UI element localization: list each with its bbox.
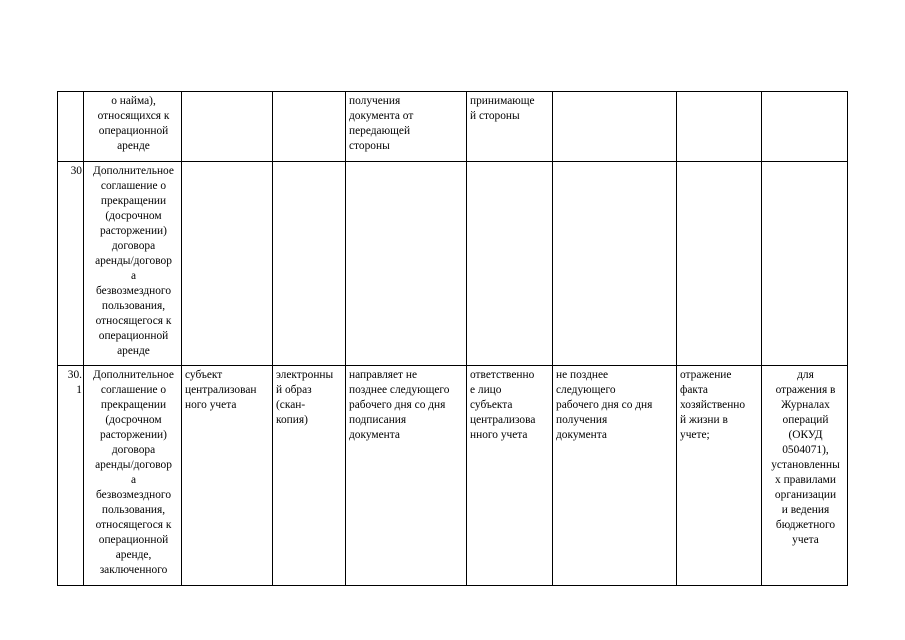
table-row [58,92,848,162]
originator-cell [182,162,273,366]
purpose-cell: для отражения в Журналах операций (ОКУД 0504071), установленны х правилами организации и ведения бюджетного учета [762,366,848,586]
purpose-cell [762,162,848,366]
action-cell [677,92,762,162]
table-row [58,366,848,586]
document-name-cell: Дополнительное соглашение о прекращении (досрочном расторжении) договора аренды/договор а безвозмездного пользования, относящегося к операционной аренде, заключенного [84,366,182,586]
document-table [57,91,848,586]
document-name-cell: Дополнительное соглашение о прекращении (досрочном расторжении) договора аренды/договор а безвозмездного пользования, относящегося к операционной аренде [84,162,182,366]
originator-cell: субъект централизован ного учета [182,366,273,586]
action-cell [677,162,762,366]
row-number: 30 [58,162,84,366]
document-name-cell: о найма), относящихся к операционной аренде [84,92,182,162]
term-cell [346,162,467,366]
processing-term-cell [553,92,677,162]
format-cell [273,162,346,366]
term-cell: получения документа от передающей стороны [346,92,467,162]
action-cell: отражение факта хозяйственно й жизни в учете; [677,366,762,586]
recipient-cell: ответственно е лицо субъекта централизова нного учета [467,366,553,586]
table-body [58,92,848,586]
term-cell: направляет не позднее следующего рабочего дня со дня подписания документа [346,366,467,586]
recipient-cell [467,162,553,366]
recipient-cell: принимающе й стороны [467,92,553,162]
table-row [58,162,848,366]
processing-term-cell [553,162,677,366]
format-cell: электронны й образ (скан- копия) [273,366,346,586]
purpose-cell [762,92,848,162]
originator-cell [182,92,273,162]
row-number: 30. 1 [58,366,84,586]
format-cell [273,92,346,162]
row-number [58,92,84,162]
processing-term-cell: не позднее следующего рабочего дня со дня получения документа [553,366,677,586]
